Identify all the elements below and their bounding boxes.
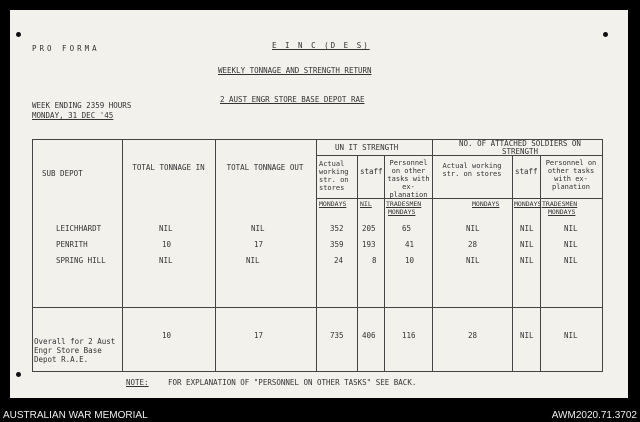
sub-staff-attached: staff	[515, 167, 538, 176]
cell-depot: LEICHHARDT	[56, 224, 102, 233]
note-label: NOTE:	[126, 378, 149, 387]
tag-mondays: MONDAYS	[472, 200, 500, 208]
sub-staff: staff	[360, 167, 383, 176]
tag-mondays: MONDAYS	[319, 200, 347, 208]
tag-mondays: MONDAYS	[514, 200, 542, 208]
cell-staff: 8	[372, 256, 377, 265]
form-code: E I N C (D E S)	[272, 41, 370, 50]
sub-actual-working-attached: Actual working str. on stores	[442, 162, 502, 178]
cell-att-personnel: NIL	[564, 224, 578, 233]
tag-mondays: MONDAYS	[388, 208, 416, 216]
cell-actual: 24	[334, 256, 344, 265]
footer-credit: AUSTRALIAN WAR MEMORIAL	[3, 410, 148, 421]
cell-att-actual: 28	[468, 331, 478, 340]
group-unit-strength: UN IT STRENGTH	[335, 143, 399, 152]
cell-staff: 193	[362, 240, 376, 249]
sub-personnel-other: Personnel on other tasks with ex-planation	[387, 159, 430, 199]
cell-in: NIL	[159, 224, 173, 233]
document-sheet	[10, 10, 628, 398]
cell-personnel: 10	[405, 256, 415, 265]
tag-tradesmen: TRADESMEN	[386, 200, 422, 208]
tag-tradesmen: TRADESMEN	[542, 200, 578, 208]
cell-staff: 205	[362, 224, 376, 233]
punch-hole	[16, 372, 21, 377]
cell-actual: 359	[330, 240, 344, 249]
form-title: WEEKLY TONNAGE AND STRENGTH RETURN	[218, 66, 372, 75]
cell-in: 10	[162, 240, 172, 249]
cell-total-label: Overall for 2 Aust Engr Store Base Depot R.A.E.	[34, 337, 116, 364]
punch-hole	[603, 32, 608, 37]
cell-actual: 352	[330, 224, 344, 233]
pro-forma-label: PRO FORMA	[32, 44, 100, 53]
cell-actual: 735	[330, 331, 344, 340]
col-total-out: TOTAL TONNAGE OUT	[226, 163, 304, 172]
cell-att-actual: NIL	[466, 256, 480, 265]
sub-actual-working: Actual working str. on stores	[319, 160, 349, 192]
cell-staff: 406	[362, 331, 376, 340]
week-ending-line2: MONDAY, 31 DEC '45	[32, 111, 114, 120]
cell-out: NIL	[246, 256, 260, 265]
punch-hole	[16, 32, 21, 37]
cell-att-personnel: NIL	[564, 331, 578, 340]
cell-personnel: 116	[402, 331, 416, 340]
cell-personnel: 65	[402, 224, 412, 233]
cell-att-personnel: NIL	[564, 256, 578, 265]
cell-att-staff: NIL	[520, 224, 534, 233]
cell-att-actual: NIL	[466, 224, 480, 233]
cell-att-staff: NIL	[520, 331, 534, 340]
cell-personnel: 41	[405, 240, 415, 249]
col-total-in: TOTAL TONNAGE IN	[132, 163, 205, 172]
cell-out: 17	[254, 240, 264, 249]
cell-att-actual: 28	[468, 240, 478, 249]
cell-out: NIL	[251, 224, 265, 233]
group-attached-soldiers: NO. OF ATTACHED SOLDIERS ON STRENGTH	[459, 139, 581, 156]
cell-depot: PENRITH	[56, 240, 88, 249]
cell-depot: SPRING HILL	[56, 256, 106, 265]
cell-att-staff: NIL	[520, 240, 534, 249]
footer-accession: AWM2020.71.3702	[551, 410, 637, 421]
cell-out: 17	[254, 331, 264, 340]
note-text: FOR EXPLANATION OF "PERSONNEL ON OTHER TASKS" SEE BACK.	[168, 378, 417, 387]
unit-name: 2 AUST ENGR STORE BASE DEPOT RAE	[220, 95, 365, 104]
sub-personnel-other-attached: Personnel on other tasks with ex-planation	[545, 159, 597, 191]
week-ending-line1: WEEK ENDING 2359 HOURS	[32, 101, 132, 110]
cell-att-staff: NIL	[520, 256, 534, 265]
cell-in: 10	[162, 331, 172, 340]
col-sub-depot: SUB DEPOT	[42, 169, 83, 178]
tag-mondays: MONDAYS	[548, 208, 576, 216]
cell-att-personnel: NIL	[564, 240, 578, 249]
cell-in: NIL	[159, 256, 173, 265]
tag-nil: NIL	[360, 200, 372, 208]
